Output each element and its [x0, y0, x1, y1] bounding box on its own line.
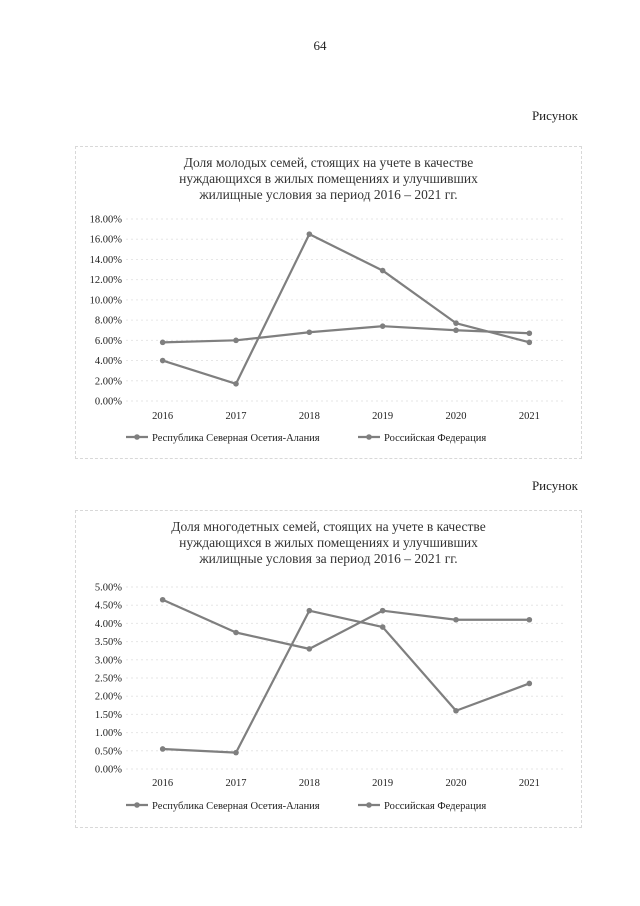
data-point [233, 338, 239, 344]
y-tick-label: 3.50% [94, 637, 122, 649]
y-tick-label: 0.00% [94, 396, 122, 408]
legend-label-2: Российская Федерация [384, 433, 487, 444]
chart-1-title-line-3: жилищные условия за период 2016 – 2021 гг. [199, 187, 458, 202]
figure-label-2: Рисунок [531, 478, 578, 493]
y-tick-label: 14.00% [89, 254, 122, 266]
data-point [160, 597, 166, 603]
data-point [307, 646, 313, 652]
chart-2-plot [76, 511, 581, 827]
y-tick-label: 6.00% [94, 335, 122, 347]
y-tick-label: 2.50% [94, 673, 122, 685]
legend-label-1: Республика Северная Осетия-Алания [152, 433, 320, 444]
y-tick-label: 12.00% [89, 275, 122, 287]
x-tick-label: 2016 [152, 778, 174, 789]
y-tick-label: 18.00% [89, 214, 122, 226]
data-point [307, 329, 313, 335]
legend-marker-1 [134, 802, 140, 808]
y-tick-label: 5.00% [94, 582, 122, 594]
data-point [233, 630, 239, 636]
data-point [160, 340, 166, 346]
data-point [380, 268, 386, 274]
data-point [307, 231, 313, 237]
data-point [453, 320, 459, 326]
chart-1 [75, 146, 582, 459]
page-number: 64 [313, 38, 327, 53]
x-tick-label: 2019 [372, 411, 394, 422]
x-tick-label: 2018 [298, 411, 320, 422]
data-point [453, 708, 459, 714]
chart-2-title-line-1: Доля многодетных семей, стоящих на учете в качестве [171, 519, 486, 534]
chart-2-title-line-2: нуждающихся в жилых помещениях и улучшивших [179, 535, 478, 550]
data-point [527, 617, 533, 623]
data-point [233, 381, 239, 387]
data-point [453, 327, 459, 333]
x-tick-label: 2017 [225, 411, 247, 422]
data-point [380, 624, 386, 630]
y-tick-label: 8.00% [94, 315, 122, 327]
chart-2-title-line-3: жилищные условия за период 2016 – 2021 гг. [199, 551, 458, 566]
data-point [233, 750, 239, 756]
legend-marker-2 [366, 802, 372, 808]
chart-1-title-line-2: нуждающихся в жилых помещениях и улучшивших [179, 171, 478, 186]
data-point [453, 617, 459, 623]
y-tick-label: 0.50% [94, 746, 122, 758]
chart-2 [75, 510, 582, 828]
data-point [160, 746, 166, 752]
y-tick-label: 10.00% [89, 295, 122, 307]
y-tick-label: 3.00% [94, 655, 122, 667]
x-tick-label: 2020 [445, 411, 467, 422]
x-tick-label: 2016 [152, 411, 174, 422]
y-tick-label: 1.50% [94, 709, 122, 721]
series-line-1 [163, 611, 530, 753]
data-point [380, 323, 386, 329]
y-tick-label: 1.00% [94, 728, 122, 740]
data-point [380, 608, 386, 614]
y-tick-label: 0.00% [94, 764, 122, 776]
legend-label-1: Республика Северная Осетия-Алания [152, 801, 320, 812]
legend-marker-2 [366, 434, 372, 440]
figure-label-1: Рисунок [531, 108, 578, 123]
data-point [160, 358, 166, 364]
data-point [307, 608, 313, 614]
y-tick-label: 16.00% [89, 234, 122, 246]
x-tick-label: 2017 [225, 778, 247, 789]
y-tick-label: 4.00% [94, 618, 122, 630]
chart-1-plot [76, 147, 581, 458]
legend-label-2: Российская Федерация [384, 801, 487, 812]
x-tick-label: 2018 [298, 778, 320, 789]
series-line-1 [163, 234, 530, 384]
legend-marker-1 [134, 434, 140, 440]
y-tick-label: 2.00% [94, 376, 122, 388]
y-tick-label: 4.50% [94, 600, 122, 612]
x-tick-label: 2019 [372, 778, 394, 789]
data-point [527, 340, 533, 346]
data-point [527, 681, 533, 687]
chart-1-title-line-1: Доля молодых семей, стоящих на учете в качестве [183, 155, 474, 170]
y-tick-label: 2.00% [94, 691, 122, 703]
data-point [527, 330, 533, 336]
x-tick-label: 2020 [445, 778, 467, 789]
y-tick-label: 4.00% [94, 356, 122, 368]
x-tick-label: 2021 [518, 778, 540, 789]
x-tick-label: 2021 [518, 411, 540, 422]
